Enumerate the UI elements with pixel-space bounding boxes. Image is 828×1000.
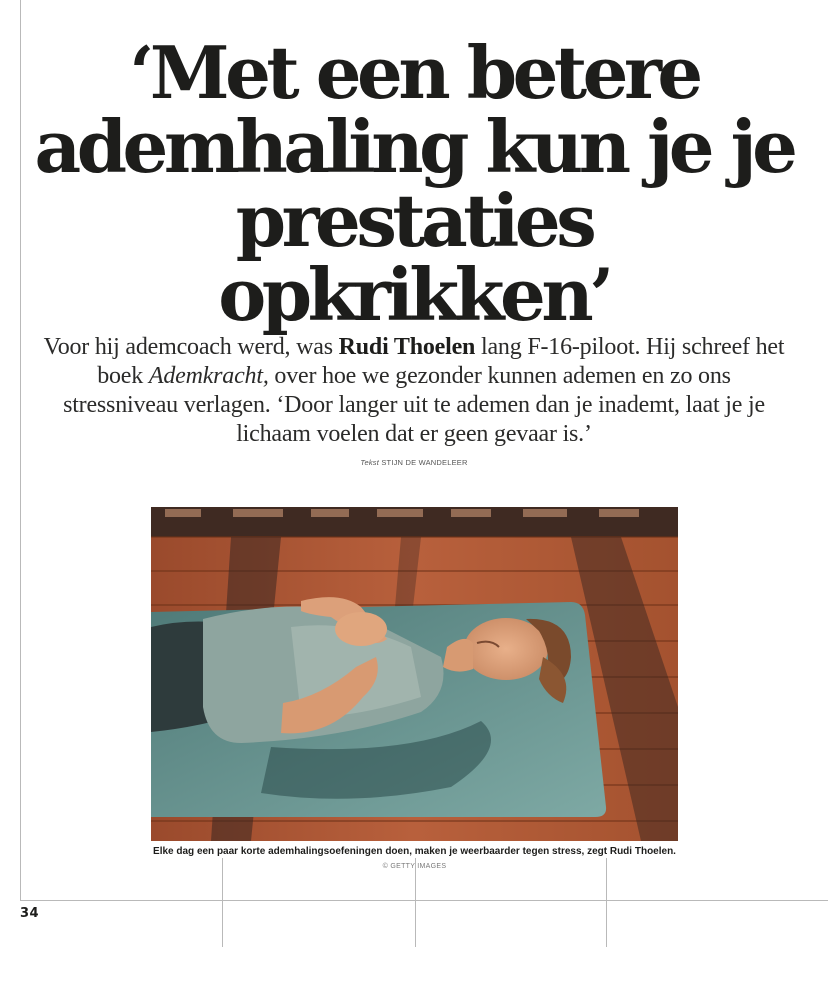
article-intro <box>40 333 788 449</box>
intro-text-3: over hoe we gezonder kunnen ademen en zo ons stressniveau verlagen. ‘Door langer uit te ademen dan je inademt, laat je je lichaam voelen dat er geen gevaar is.’ <box>63 363 765 447</box>
photo-caption <box>151 845 678 874</box>
intro-book-title: Ademkracht, <box>148 363 269 389</box>
left-page-rule <box>20 0 21 900</box>
article-headline: ‘Met een betere ademhaling kun je je prestaties opkrikken’ <box>34 30 794 337</box>
article-byline <box>0 458 828 467</box>
page-number: 34 <box>20 906 40 921</box>
bottom-page-rule <box>20 900 828 901</box>
intro-text-2: lang F-16-piloot. Hij schreef het boek <box>97 334 785 389</box>
article-photo <box>151 507 678 841</box>
byline-author: STIJN DE WANDELEER <box>381 458 468 467</box>
photo-credit: © GETTY IMAGES <box>382 863 447 870</box>
photo-caption-text: Elke dag een paar korte ademhalingsoefeningen doen, maken je weerbaarder tegen stress, zegt Rudi Thoelen. <box>153 846 676 857</box>
intro-text-1: Voor hij ademcoach werd, was <box>43 334 339 360</box>
intro-person-name: Rudi Thoelen <box>338 334 476 360</box>
byline-label: Tekst <box>360 458 380 467</box>
